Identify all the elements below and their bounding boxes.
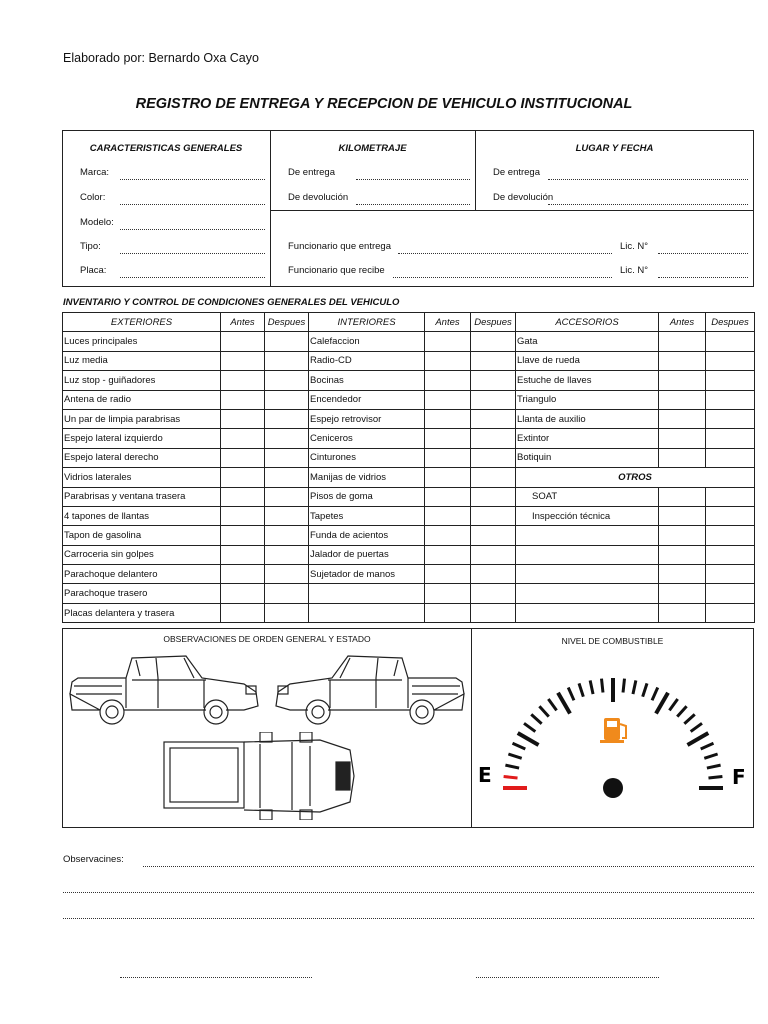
gauge-tick — [652, 688, 658, 701]
gauge-tick — [602, 679, 603, 693]
gauge-tick — [590, 680, 593, 694]
fuel-empty-label: E — [478, 763, 492, 787]
observations-line-3[interactable] — [63, 918, 754, 919]
gauge-tick — [508, 754, 521, 758]
item-label: Gata — [516, 332, 659, 351]
before-check-cell[interactable] — [221, 332, 265, 351]
after-check-cell[interactable] — [706, 506, 755, 525]
table-row — [63, 506, 755, 525]
item-label: Extintor — [516, 429, 659, 448]
item-label: Radio-CD — [309, 351, 425, 370]
truck-top-view-icon — [160, 732, 360, 820]
lic-label-2: Lic. N° — [620, 265, 649, 276]
gauge-tick — [539, 706, 548, 716]
gauge-tick — [691, 723, 702, 731]
observations-line-1[interactable] — [143, 866, 754, 867]
after-check-cell[interactable] — [471, 584, 516, 603]
after-check-cell[interactable] — [265, 526, 309, 545]
table-row — [63, 545, 755, 564]
after-check-cell[interactable] — [706, 371, 755, 390]
item-label: SOAT — [516, 487, 659, 506]
item-label: Encendedor — [309, 390, 425, 409]
after-check-cell[interactable] — [265, 448, 309, 467]
before-check-cell[interactable] — [659, 565, 706, 584]
item-label: Jalador de puertas — [309, 545, 425, 564]
color-label: Color: — [80, 192, 106, 203]
before-check-cell[interactable] — [659, 487, 706, 506]
after-check-cell[interactable] — [706, 565, 755, 584]
before-check-cell[interactable] — [425, 448, 471, 467]
before-check-cell[interactable] — [425, 371, 471, 390]
item-label: Luces principales — [63, 332, 221, 351]
gauge-tick — [518, 733, 539, 745]
before-check-cell[interactable] — [659, 371, 706, 390]
signature-line-receives[interactable] — [476, 977, 659, 978]
table-row — [63, 565, 755, 584]
before-check-cell[interactable] — [221, 487, 265, 506]
item-label: Placas delantera y trasera — [63, 603, 221, 622]
inventory-header-cell: Antes — [425, 313, 471, 332]
gauge-tick — [505, 765, 519, 768]
item-label: Bocinas — [309, 371, 425, 390]
before-check-cell[interactable] — [221, 526, 265, 545]
inventory-title: INVENTARIO Y CONTROL DE CONDICIONES GENERALES DEL VEHICULO — [63, 297, 400, 308]
after-check-cell[interactable] — [471, 526, 516, 545]
before-check-cell[interactable] — [659, 506, 706, 525]
item-label: Llave de rueda — [516, 351, 659, 370]
gauge-tick — [708, 777, 722, 778]
model-label: Modelo: — [80, 217, 114, 228]
before-check-cell[interactable] — [221, 409, 265, 428]
fuel-pump-icon — [600, 718, 626, 743]
item-label — [516, 584, 659, 603]
km-return-field[interactable] — [356, 204, 470, 205]
item-label: Luz media — [63, 351, 221, 370]
after-check-cell[interactable] — [706, 545, 755, 564]
after-check-cell[interactable] — [265, 603, 309, 622]
before-check-cell[interactable] — [659, 545, 706, 564]
table-row — [63, 448, 755, 467]
lic-label-1: Lic. N° — [620, 241, 649, 252]
inventory-header-cell: ACCESORIOS — [516, 313, 659, 332]
official-receives-label: Funcionario que recibe — [288, 265, 385, 276]
gauge-tick — [524, 723, 535, 731]
lic-field-1[interactable] — [658, 253, 748, 254]
gauge-tick — [656, 693, 668, 714]
after-check-cell[interactable] — [706, 526, 755, 545]
before-check-cell[interactable] — [221, 545, 265, 564]
general-heading: CARACTERISTICAS GENERALES — [89, 143, 243, 154]
before-check-cell[interactable] — [659, 351, 706, 370]
before-check-cell[interactable] — [221, 390, 265, 409]
after-check-cell[interactable] — [265, 545, 309, 564]
after-check-cell[interactable] — [265, 371, 309, 390]
before-check-cell[interactable] — [425, 351, 471, 370]
item-label — [516, 603, 659, 622]
before-check-cell[interactable] — [425, 506, 471, 525]
before-check-cell[interactable] — [425, 526, 471, 545]
table-row — [63, 487, 755, 506]
before-check-cell[interactable] — [425, 565, 471, 584]
gauge-pivot — [603, 778, 623, 798]
item-label: Parachoque delantero — [63, 565, 221, 584]
before-check-cell[interactable] — [425, 545, 471, 564]
after-check-cell[interactable] — [471, 371, 516, 390]
after-check-cell[interactable] — [265, 351, 309, 370]
item-label: Sujetador de manos — [309, 565, 425, 584]
after-check-cell[interactable] — [706, 332, 755, 351]
after-check-cell[interactable] — [471, 468, 516, 487]
gauge-tick — [568, 688, 574, 701]
after-check-cell[interactable] — [706, 351, 755, 370]
item-label: Luz stop - guiñadores — [63, 371, 221, 390]
item-label: Tapon de gasolina — [63, 526, 221, 545]
lic-field-2[interactable] — [658, 277, 748, 278]
observations-label: Observacines: — [63, 854, 124, 865]
before-check-cell[interactable] — [425, 487, 471, 506]
gauge-tick — [701, 743, 714, 749]
table-row — [63, 429, 755, 448]
table-row — [63, 351, 755, 370]
item-label: Espejo lateral izquierdo — [63, 429, 221, 448]
official-delivers-field[interactable] — [398, 253, 612, 254]
after-check-cell[interactable] — [471, 351, 516, 370]
gauge-tick — [707, 765, 721, 768]
fuel-gauge — [476, 660, 750, 810]
gauge-tick — [684, 714, 694, 723]
item-label — [309, 603, 425, 622]
model-field[interactable] — [120, 229, 265, 230]
item-label: Llanta de auxilio — [516, 409, 659, 428]
item-label: Espejo lateral derecho — [63, 448, 221, 467]
after-check-cell[interactable] — [471, 545, 516, 564]
divider — [270, 210, 754, 211]
after-check-cell[interactable] — [471, 429, 516, 448]
gauge-tick — [623, 679, 624, 693]
place-delivery-label: De entrega — [493, 167, 541, 178]
after-check-cell[interactable] — [706, 584, 755, 603]
item-label — [516, 545, 659, 564]
before-check-cell[interactable] — [659, 332, 706, 351]
item-label: Parabrisas y ventana trasera — [63, 487, 221, 506]
fuel-full-label: F — [732, 765, 746, 789]
place-return-label: De devolución — [493, 192, 554, 203]
item-label — [516, 526, 659, 545]
after-check-cell[interactable] — [471, 332, 516, 351]
after-check-cell[interactable] — [265, 487, 309, 506]
item-label: Inspección técnica — [516, 506, 659, 525]
before-check-cell[interactable] — [221, 351, 265, 370]
item-label: Pisos de goma — [309, 487, 425, 506]
km-heading: KILOMETRAJE — [338, 143, 407, 154]
after-check-cell[interactable] — [706, 603, 755, 622]
km-return-label: De devolución — [288, 192, 349, 203]
after-check-cell[interactable] — [706, 448, 755, 467]
before-check-cell[interactable] — [659, 584, 706, 603]
gauge-tick — [504, 777, 518, 778]
before-check-cell[interactable] — [425, 584, 471, 603]
observations-box-title: OBSERVACIONES DE ORDEN GENERAL Y ESTADO — [163, 634, 371, 644]
before-check-cell[interactable] — [221, 448, 265, 467]
plate-label: Placa: — [80, 265, 107, 276]
brand-label: Marca: — [80, 167, 110, 178]
after-check-cell[interactable] — [706, 487, 755, 506]
before-check-cell[interactable] — [221, 565, 265, 584]
before-check-cell[interactable] — [659, 429, 706, 448]
item-label: Calefaccion — [309, 332, 425, 351]
table-row — [63, 526, 755, 545]
gauge-tick — [548, 699, 556, 710]
inventory-header-cell: EXTERIORES — [63, 313, 221, 332]
before-check-cell[interactable] — [425, 603, 471, 622]
item-label: Ceniceros — [309, 429, 425, 448]
gauge-tick — [677, 706, 686, 716]
table-row — [63, 371, 755, 390]
after-check-cell[interactable] — [471, 565, 516, 584]
after-check-cell[interactable] — [706, 429, 755, 448]
gauge-tick — [687, 733, 708, 745]
table-row — [63, 332, 755, 351]
gauge-tick — [643, 683, 647, 696]
item-label: Botiquin — [516, 448, 659, 467]
item-label: 4 tapones de llantas — [63, 506, 221, 525]
after-check-cell[interactable] — [265, 332, 309, 351]
truck-side-right-icon — [268, 650, 468, 730]
item-label: Espejo retrovisor — [309, 409, 425, 428]
after-check-cell[interactable] — [471, 448, 516, 467]
gauge-tick — [513, 743, 526, 749]
gauge-tick — [558, 693, 570, 714]
item-label: Parachoque trasero — [63, 584, 221, 603]
before-check-cell[interactable] — [659, 390, 706, 409]
color-field[interactable] — [120, 204, 265, 205]
after-check-cell[interactable] — [471, 487, 516, 506]
place-heading: LUGAR Y FECHA — [575, 143, 654, 154]
item-label: Triangulo — [516, 390, 659, 409]
after-check-cell[interactable] — [265, 584, 309, 603]
before-check-cell[interactable] — [221, 429, 265, 448]
table-row — [63, 584, 755, 603]
item-label: Estuche de llaves — [516, 371, 659, 390]
fuel-gauge-title: NIVEL DE COMBUSTIBLE — [561, 636, 664, 646]
inventory-header-cell: Despues — [471, 313, 516, 332]
observations-line-2[interactable] — [63, 892, 754, 893]
place-return-field[interactable] — [548, 204, 748, 205]
inventory-header-cell: Antes — [659, 313, 706, 332]
item-label — [516, 565, 659, 584]
brand-field[interactable] — [120, 179, 265, 180]
item-label: Tapetes — [309, 506, 425, 525]
signature-line-delivers[interactable] — [120, 977, 312, 978]
before-check-cell[interactable] — [425, 468, 471, 487]
after-check-cell[interactable] — [471, 506, 516, 525]
after-check-cell[interactable] — [265, 429, 309, 448]
table-row — [63, 603, 755, 622]
item-label: Antena de radio — [63, 390, 221, 409]
gauge-tick — [579, 683, 583, 696]
before-check-cell[interactable] — [221, 371, 265, 390]
after-check-cell[interactable] — [265, 506, 309, 525]
inventory-header-cell: INTERIORES — [309, 313, 425, 332]
after-check-cell[interactable] — [265, 390, 309, 409]
author-line: Elaborado por: Bernardo Oxa Cayo — [63, 51, 259, 65]
after-check-cell[interactable] — [471, 603, 516, 622]
before-check-cell[interactable] — [659, 603, 706, 622]
type-field[interactable] — [120, 253, 265, 254]
item-label: Manijas de vidrios — [309, 468, 425, 487]
item-label: Carroceria sin golpes — [63, 545, 221, 564]
after-check-cell[interactable] — [265, 565, 309, 584]
km-delivery-label: De entrega — [288, 167, 336, 178]
official-receives-field[interactable] — [393, 277, 612, 278]
before-check-cell[interactable] — [659, 409, 706, 428]
before-check-cell[interactable] — [425, 390, 471, 409]
inventory-header-cell: Despues — [265, 313, 309, 332]
item-label: Vidrios laterales — [63, 468, 221, 487]
type-label: Tipo: — [80, 241, 101, 252]
inventory-header-cell: Despues — [706, 313, 755, 332]
gauge-tick — [633, 680, 636, 694]
inventory-header-cell: Antes — [221, 313, 265, 332]
before-check-cell[interactable] — [221, 584, 265, 603]
inventory-table — [62, 312, 755, 623]
gauge-tick — [704, 754, 717, 758]
after-check-cell[interactable] — [471, 409, 516, 428]
page-title: REGISTRO DE ENTREGA Y RECEPCION DE VEHICULO INSTITUCIONAL — [135, 96, 633, 112]
item-label: OTROS — [516, 468, 755, 487]
after-check-cell[interactable] — [706, 409, 755, 428]
before-check-cell[interactable] — [659, 448, 706, 467]
item-label — [309, 584, 425, 603]
after-check-cell[interactable] — [265, 468, 309, 487]
inventory-header-row — [63, 313, 755, 332]
table-row — [63, 468, 755, 487]
place-delivery-field[interactable] — [548, 179, 748, 180]
item-label: Un par de limpia parabrisas — [63, 409, 221, 428]
after-check-cell[interactable] — [706, 390, 755, 409]
before-check-cell[interactable] — [425, 429, 471, 448]
before-check-cell[interactable] — [659, 526, 706, 545]
table-row — [63, 390, 755, 409]
item-label: Funda de acientos — [309, 526, 425, 545]
truck-side-left-icon — [66, 650, 266, 730]
plate-field[interactable] — [120, 277, 265, 278]
before-check-cell[interactable] — [221, 603, 265, 622]
before-check-cell[interactable] — [425, 332, 471, 351]
km-delivery-field[interactable] — [356, 179, 470, 180]
official-delivers-label: Funcionario que entrega — [288, 241, 391, 252]
after-check-cell[interactable] — [471, 390, 516, 409]
after-check-cell[interactable] — [265, 409, 309, 428]
gauge-tick — [669, 699, 677, 710]
before-check-cell[interactable] — [221, 468, 265, 487]
gauge-tick — [531, 714, 541, 723]
before-check-cell[interactable] — [425, 409, 471, 428]
table-row — [63, 409, 755, 428]
before-check-cell[interactable] — [221, 506, 265, 525]
item-label: Cinturones — [309, 448, 425, 467]
